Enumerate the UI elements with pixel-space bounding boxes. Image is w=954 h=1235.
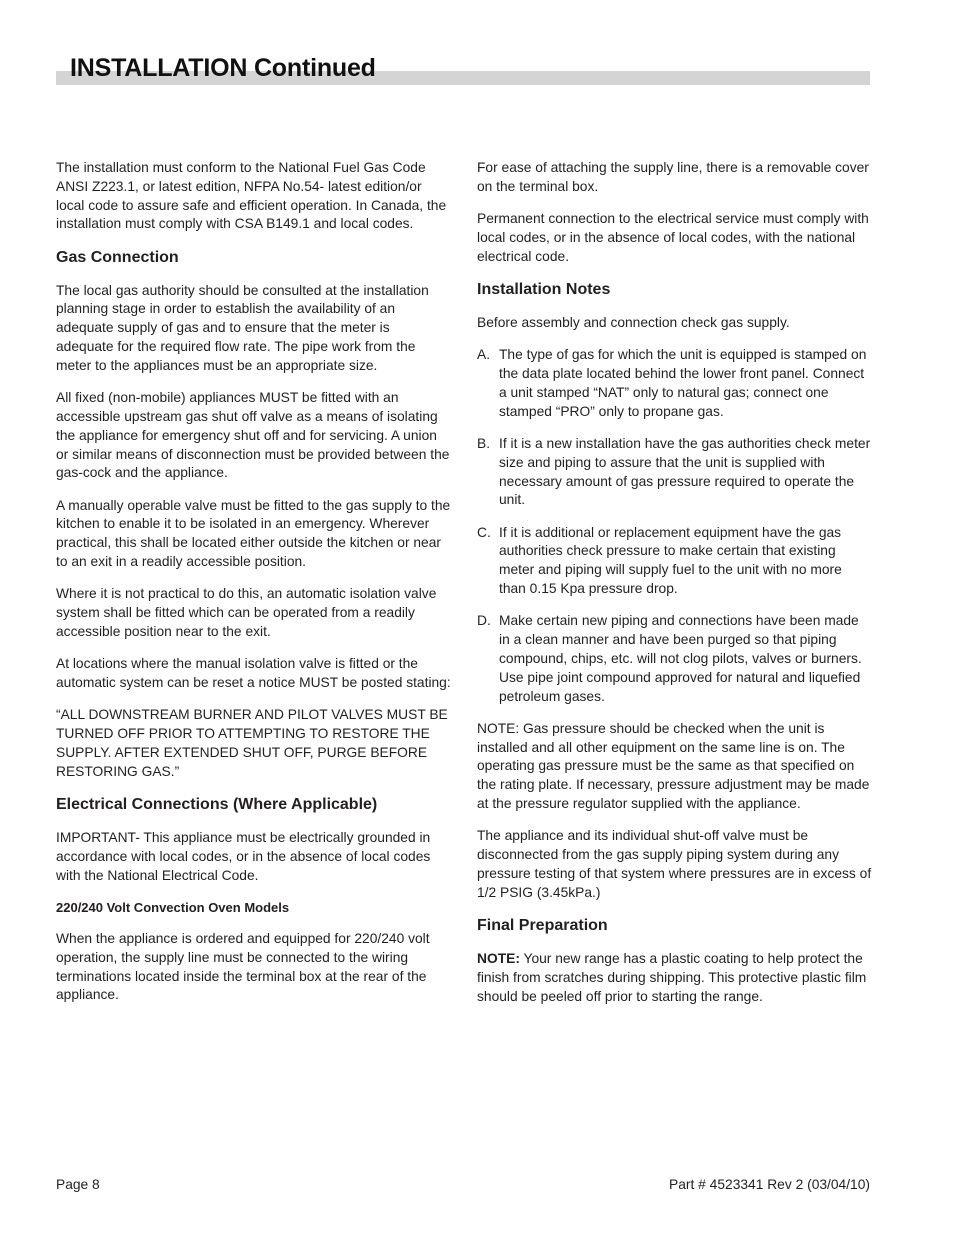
- gas-pressure-note: NOTE: Gas pressure should be checked when the unit is installed and all other equipment on the same line is on. The operating gas pressure must be the same as that specified on the rating plate. If necessary, pressure adjustment may be made at the pressure regulator supplied with the appliance.: [477, 720, 870, 812]
- electrical-service-paragraph: Permanent connection to the electrical service must comply with local codes, or in the absence of local codes, with the national electrical code.: [477, 211, 869, 264]
- list-item-letter: A.: [477, 347, 491, 363]
- shutoff-valve-paragraph: The appliance and its individual shut-off valve must be disconnected from the gas supply piping system during any pressure testing of that system where pressures are in excess of 1/2 PSIG (3.45kPa.): [477, 828, 872, 900]
- page-title: INSTALLATION Continued: [70, 54, 376, 82]
- list-item: [477, 524, 872, 599]
- final-preparation-note: [477, 950, 872, 1006]
- warning-notice: “ALL DOWNSTREAM BURNER AND PILOT VALVES MUST BE TURNED OFF PRIOR TO ATTEMPTING TO RESTORE THE SUPPLY. AFTER EXTENDED SHUT OFF, PURGE BEFORE RESTORING GAS.”: [56, 707, 448, 779]
- note-label: NOTE:: [477, 951, 520, 966]
- gas-paragraph-3: A manually operable valve must be fitted to the gas supply to the kitchen to enable it to be isolated in an emergency. Wherever practical, this shall be located either outside the kitchen or near to an exit in a readily accessible position.: [56, 497, 451, 570]
- list-item-letter: C.: [477, 524, 491, 540]
- gas-paragraph-4: Where it is not practical to do this, an automatic isolation valve system shall be fitted which can be operated from a readily accessible position near to the exit.: [56, 586, 437, 639]
- installation-notes-heading: Installation Notes: [477, 280, 611, 298]
- electrical-paragraph: IMPORTANT- This appliance must be electrically grounded in accordance with local codes, or in the absence of local codes with the National Electrical Code.: [56, 830, 431, 883]
- list-item-text: If it is a new installation have the gas authorities check meter size and piping to assure that the unit is supplied with necessary amount of gas pressure required to operate the unit.: [499, 435, 871, 508]
- page-number: Page 8: [56, 1177, 100, 1192]
- gas-paragraph-1: The local gas authority should be consulted at the installation planning stage in order to establish the availability of an adequate supply of gas and to ensure that the meter is adequate for the required flow rate. The pipe work from the meter to the appliances must be an appropriate size.: [56, 282, 429, 373]
- list-item-text: The type of gas for which the unit is equipped is stamped on the data plate located behind the lower front panel. Connect a unit stamped “NAT” only to natural gas; connect one stamped “PRO” only to propane gas.: [499, 347, 867, 419]
- intro-paragraph: The installation must conform to the National Fuel Gas Code ANSI Z223.1, or latest edition, NFPA No.54- latest edition/or local code to assure safe and efficient operation. In Canada, the installation must comply with CSA B149.1 and local codes.: [56, 160, 447, 232]
- list-item: [477, 346, 872, 421]
- left-column: [56, 159, 451, 1019]
- list-item-letter: D.: [477, 613, 491, 629]
- list-item-letter: B.: [477, 435, 491, 451]
- list-item: [477, 435, 872, 510]
- gas-connection-heading: Gas Connection: [56, 248, 179, 266]
- list-item-text: If it is additional or replacement equipment have the gas authorities check pressure to make certain that existing meter and piping will supply fuel to the unit with no more than 0.15 Kpa pressure drop.: [499, 524, 842, 597]
- electrical-connections-heading: Electrical Connections (Where Applicable): [56, 796, 378, 814]
- note-text: Your new range has a plastic coating to help protect the finish from scratches during shipping. This protective plastic film should be peeled off prior to starting the range.: [477, 951, 867, 1004]
- list-item-text: Make certain new piping and connections have been made in a clean manner and have been purged so that piping compound, chips, etc. will not clog pilots, valves or burners. Use pipe joint compound approved for natural and liquefied petroleum gases.: [499, 613, 862, 704]
- installation-notes-intro: Before assembly and connection check gas supply.: [477, 314, 790, 330]
- list-item: [477, 612, 872, 706]
- final-preparation-heading: Final Preparation: [477, 917, 608, 934]
- voltage-paragraph: When the appliance is ordered and equipped for 220/240 volt operation, the supply line must be connected to the wiring terminations located inside the terminal box at the rear of the appliance.: [56, 930, 430, 1003]
- gas-paragraph-2: All fixed (non-mobile) appliances MUST be fitted with an accessible upstream gas shut off valve as a means of isolating the appliance for emergency shut off and for servicing. A union or similar means of disconnection must be provided between the gas-cock and the appliance.: [56, 390, 450, 481]
- part-number: Part # 4523341 Rev 2 (03/04/10): [669, 1177, 870, 1192]
- gas-paragraph-5: At locations where the manual isolation valve is fitted or the automatic system can be reset a notice MUST be posted stating:: [56, 656, 451, 691]
- terminal-cover-paragraph: For ease of attaching the supply line, there is a removable cover on the terminal box.: [477, 160, 869, 194]
- voltage-models-heading: 220/240 Volt Convection Oven Models: [56, 899, 290, 915]
- right-column: [477, 159, 872, 1020]
